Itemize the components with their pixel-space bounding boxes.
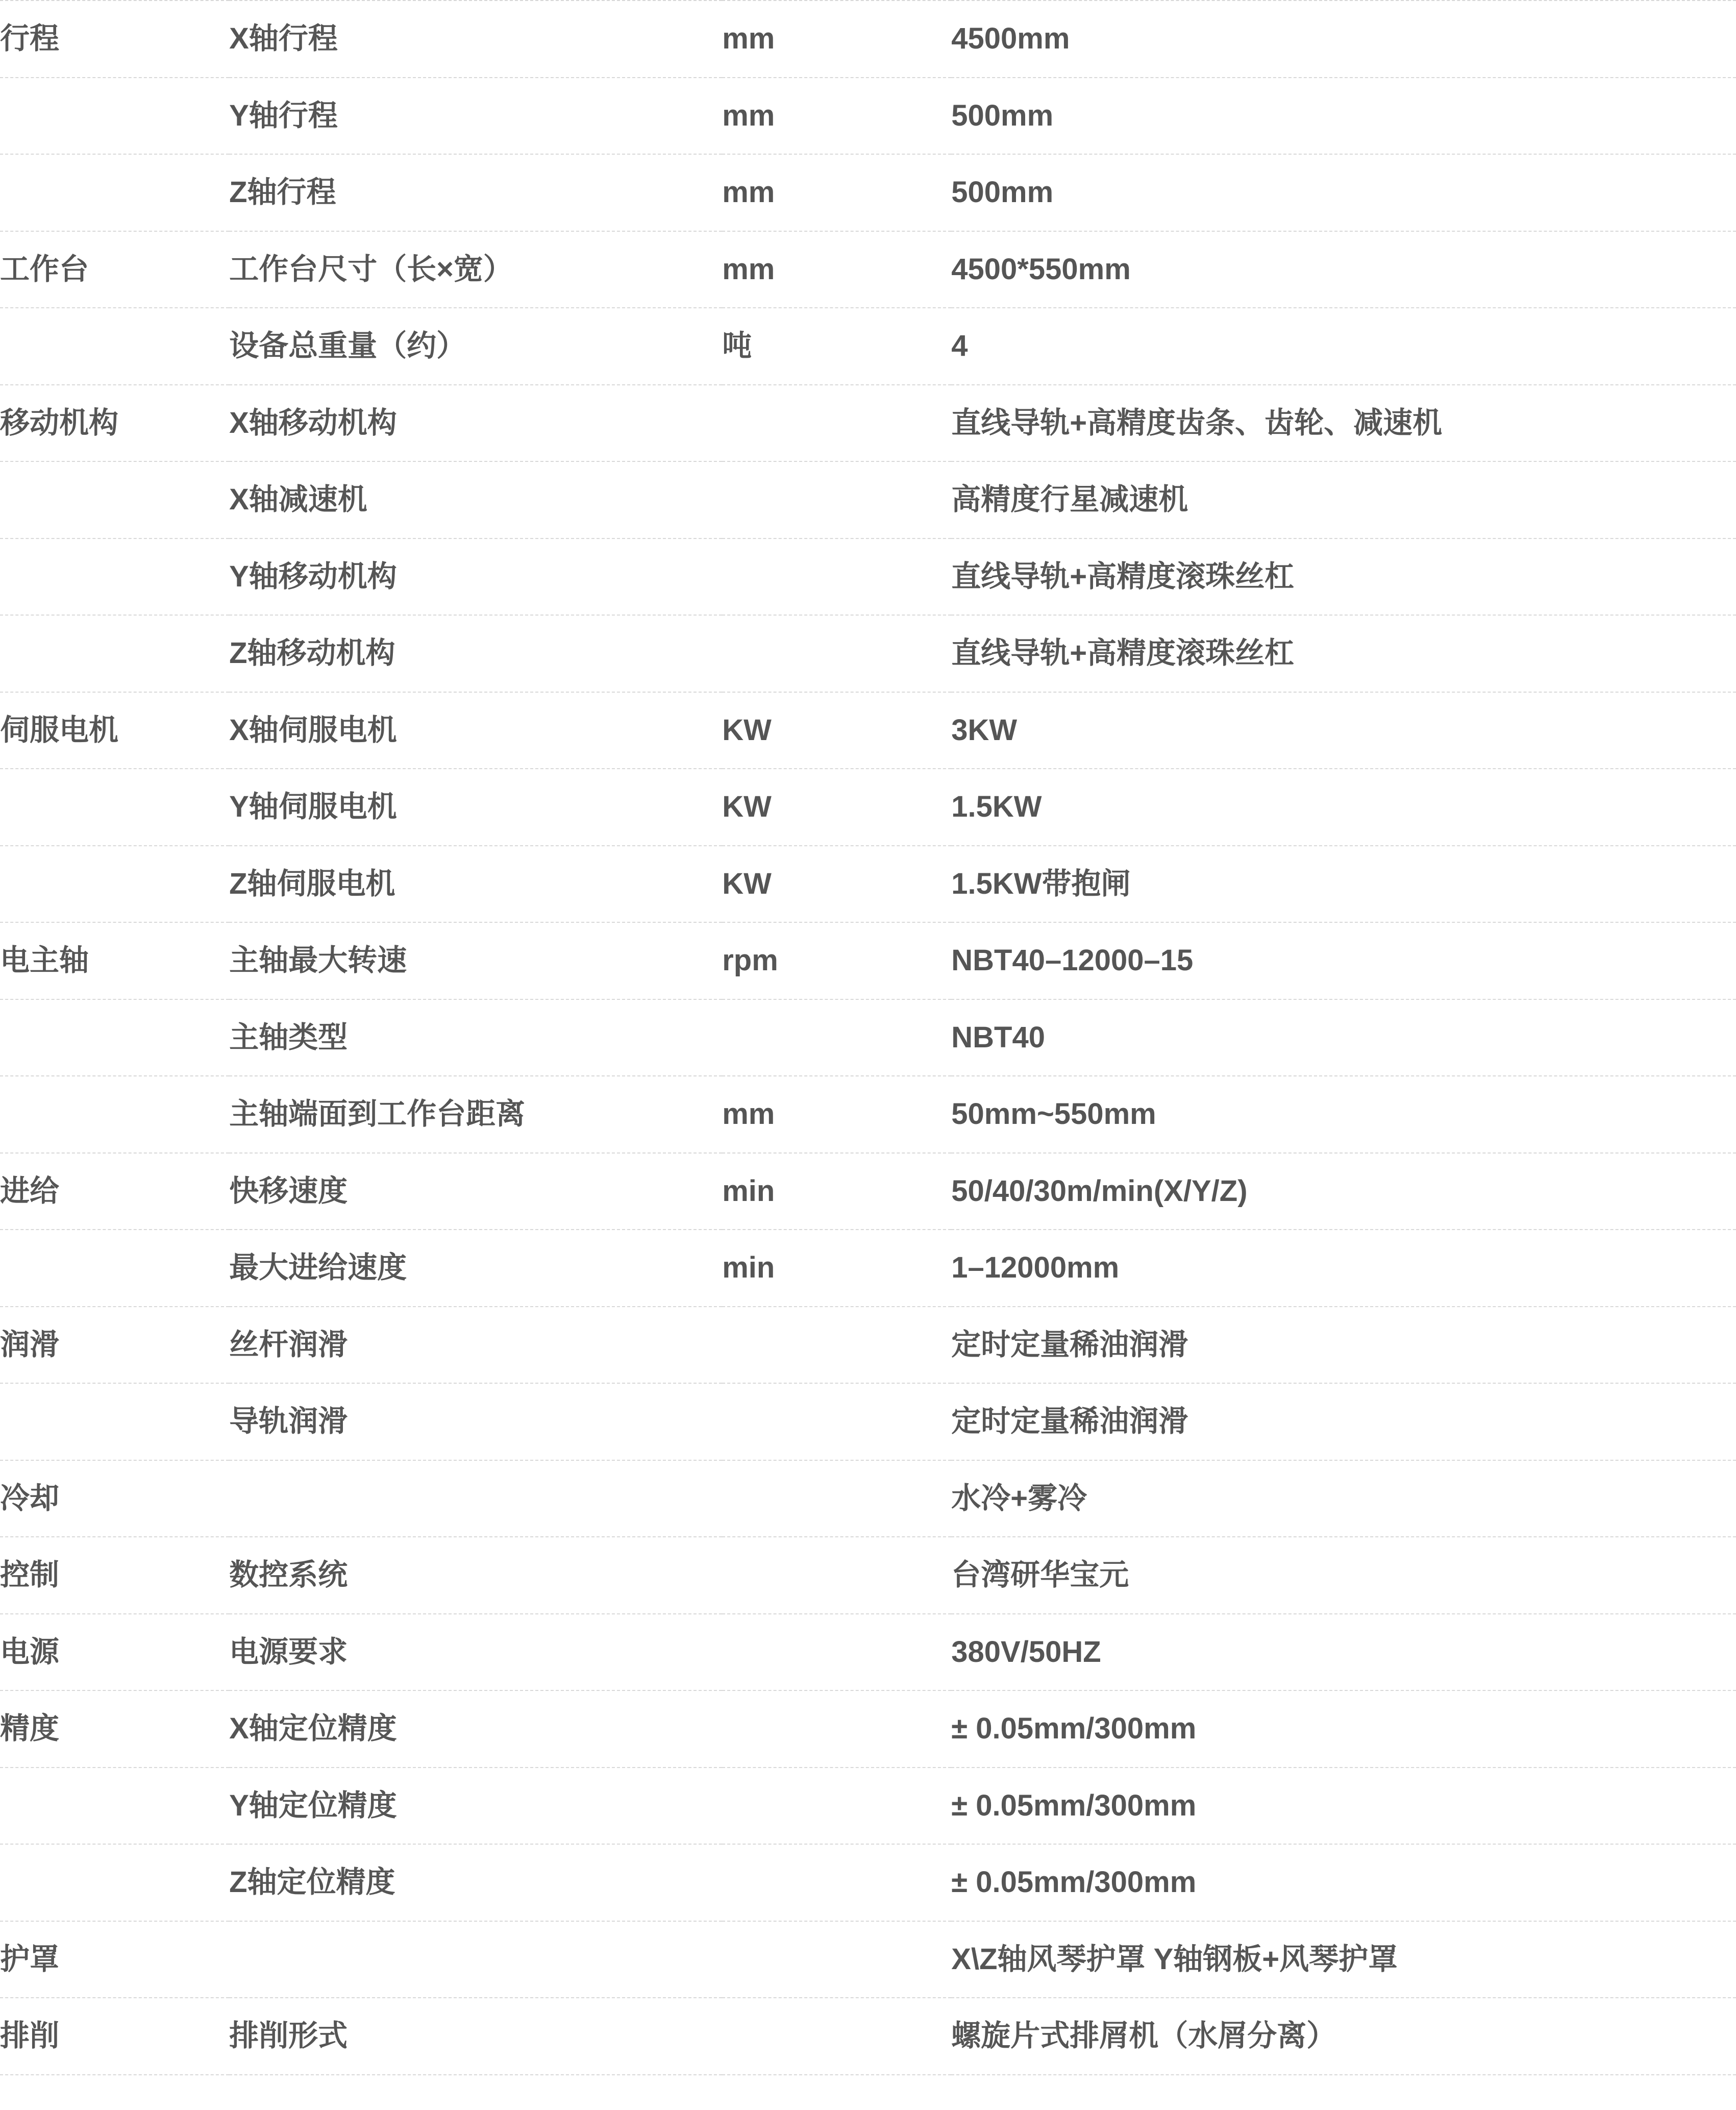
table-row [0,1153,1736,1230]
table-row [0,231,1736,308]
spec-unit-cell: mm [722,176,775,209]
spec-unit-cell [722,1537,951,1614]
table-row [0,1076,1736,1153]
spec-item-cell: Y轴移动机构 [229,559,397,593]
spec-unit-cell [722,1460,951,1537]
table-row [0,692,1736,769]
spec-item-cell: 主轴类型 [229,1020,348,1054]
spec-group-cell: 护罩 [0,1942,60,1976]
spec-value-cell: 4 [951,329,968,362]
spec-group-cell [0,769,229,846]
spec-item-cell: Y轴定位精度 [229,1788,397,1822]
spec-item-cell: X轴减速机 [229,483,367,516]
spec-unit-cell: rpm [722,944,778,977]
table-row [0,1383,1736,1460]
spec-item-cell: 最大进给速度 [229,1251,407,1284]
spec-value-cell: 50/40/30m/min(X/Y/Z) [951,1174,1248,1208]
spec-group-cell [0,846,229,923]
spec-value-cell: 1.5KW [951,790,1042,823]
spec-group-cell [0,78,229,155]
table-row [0,78,1736,155]
spec-value-cell: 380V/50HZ [951,1635,1101,1669]
spec-unit-cell: KW [722,867,772,900]
spec-group-cell: 伺服电机 [0,713,119,747]
spec-value-cell: 定时定量稀油润滑 [951,1328,1188,1361]
spec-unit-cell [722,1768,951,1845]
spec-item-cell: 丝杆润滑 [229,1328,348,1361]
spec-value-cell: NBT40–12000–15 [951,944,1194,977]
table-row [0,922,1736,999]
table-row [0,846,1736,923]
spec-group-cell: 控制 [0,1558,60,1591]
spec-group-cell [0,538,229,616]
spec-group-cell: 润滑 [0,1328,60,1361]
table-row [0,1307,1736,1384]
spec-group-cell [0,999,229,1076]
spec-item-cell: 数控系统 [229,1558,348,1591]
spec-value-cell: NBT40 [951,1020,1045,1054]
spec-item-cell: Z轴移动机构 [229,636,395,670]
spec-group-cell [0,308,229,385]
table-row [0,1,1736,78]
spec-value-cell: ± 0.05mm/300mm [951,1712,1197,1745]
spec-unit-cell [722,461,951,538]
table-row [0,1460,1736,1537]
spec-item-cell: Y轴伺服电机 [229,790,397,823]
spec-unit-cell [722,1383,951,1460]
spec-unit-cell: min [722,1174,775,1208]
spec-item-cell: 主轴最大转速 [229,944,407,977]
spec-group-cell: 工作台 [0,252,89,286]
spec-item-cell: 工作台尺寸（长×宽） [229,252,513,286]
spec-item-cell: X轴行程 [229,22,338,55]
spec-group-cell [0,615,229,692]
spec-group-cell: 行程 [0,22,60,55]
spec-value-cell: 4500mm [951,22,1070,55]
table-row [0,1537,1736,1614]
spec-group-cell [0,1768,229,1845]
table-row [0,1230,1736,1307]
spec-value-cell: 4500*550mm [951,252,1131,286]
spec-item-cell: X轴伺服电机 [229,713,397,747]
spec-value-cell: 台湾研华宝元 [951,1558,1129,1591]
spec-item-cell: 快移速度 [229,1174,348,1208]
spec-unit-cell: mm [722,22,775,55]
table-row [0,385,1736,462]
table-row [0,461,1736,538]
spec-value-cell: 定时定量稀油润滑 [951,1405,1188,1438]
spec-unit-cell [722,615,951,692]
spec-item-cell: 电源要求 [229,1635,348,1669]
spec-group-cell: 排削 [0,2019,60,2052]
spec-group-cell: 进给 [0,1174,60,1208]
spec-unit-cell: KW [722,790,772,823]
spec-group-cell [0,461,229,538]
spec-value-cell: 直线导轨+高精度滚珠丝杠 [951,636,1295,670]
spec-item-cell [229,1460,722,1537]
spec-unit-cell: min [722,1251,775,1284]
spec-item-cell: 主轴端面到工作台距离 [229,1097,526,1131]
spec-value-cell: 500mm [951,99,1054,132]
table-row [0,1614,1736,1691]
spec-value-cell: 直线导轨+高精度齿条、齿轮、减速机 [951,406,1443,439]
table-row [0,1921,1736,1998]
spec-value-cell: 3KW [951,713,1018,747]
table-row [0,154,1736,231]
spec-item-cell: X轴移动机构 [229,406,397,439]
spec-value-cell: 500mm [951,176,1054,209]
table-row [0,308,1736,385]
spec-value-cell: 1–12000mm [951,1251,1120,1284]
spec-group-cell [0,154,229,231]
spec-value-cell: ± 0.05mm/300mm [951,1866,1197,1899]
spec-value-cell: 水冷+雾冷 [951,1481,1087,1515]
spec-unit-cell [722,999,951,1076]
spec-item-cell: X轴定位精度 [229,1712,397,1745]
table-row [0,999,1736,1076]
spec-group-cell: 电主轴 [0,944,89,977]
table-row [0,1998,1736,2075]
table-row [0,769,1736,846]
spec-unit-cell: KW [722,713,772,747]
spec-item-cell: Z轴定位精度 [229,1866,395,1899]
spec-unit-cell: mm [722,1097,775,1131]
spec-group-cell: 精度 [0,1712,60,1745]
spec-item-cell: Z轴行程 [229,176,336,209]
table-row [0,1844,1736,1921]
spec-unit-cell: 吨 [722,329,752,362]
spec-value-cell: ± 0.05mm/300mm [951,1788,1197,1822]
spec-item-cell: Z轴伺服电机 [229,867,395,900]
spec-group-cell: 冷却 [0,1481,60,1515]
spec-unit-cell: mm [722,99,775,132]
spec-unit-cell [722,1921,951,1998]
spec-value-cell: 直线导轨+高精度滚珠丝杠 [951,559,1295,593]
spec-unit-cell [722,385,951,462]
spec-group-cell [0,1076,229,1153]
spec-group-cell [0,1383,229,1460]
spec-item-cell: 排削形式 [229,2019,348,2052]
spec-unit-cell [722,538,951,616]
table-row [0,615,1736,692]
spec-item-cell [229,1921,722,1998]
spec-group-cell [0,1844,229,1921]
spec-unit-cell [722,1844,951,1921]
spec-value-cell: 1.5KW带抱闸 [951,867,1131,900]
table-row [0,1690,1736,1768]
table-row [0,538,1736,616]
spec-item-cell: 导轨润滑 [229,1405,348,1438]
spec-unit-cell [722,1690,951,1768]
spec-unit-cell: mm [722,252,775,286]
spec-unit-cell [722,1998,951,2075]
spec-value-cell: X\Z轴风琴护罩 Y轴钢板+风琴护罩 [951,1942,1398,1976]
spec-value-cell: 50mm~550mm [951,1097,1156,1131]
spec-value-cell: 高精度行星减速机 [951,483,1188,516]
spec-unit-cell [722,1307,951,1384]
table-row [0,1768,1736,1845]
spec-item-cell: Y轴行程 [229,99,338,132]
specification-table-body [0,1,1736,2075]
spec-item-cell: 设备总重量（约） [229,329,466,362]
spec-group-cell: 移动机构 [0,406,119,439]
spec-value-cell: 螺旋片式排屑机（水屑分离） [951,2019,1336,2052]
spec-group-cell [0,1230,229,1307]
spec-group-cell: 电源 [0,1635,60,1669]
spec-unit-cell [722,1614,951,1691]
